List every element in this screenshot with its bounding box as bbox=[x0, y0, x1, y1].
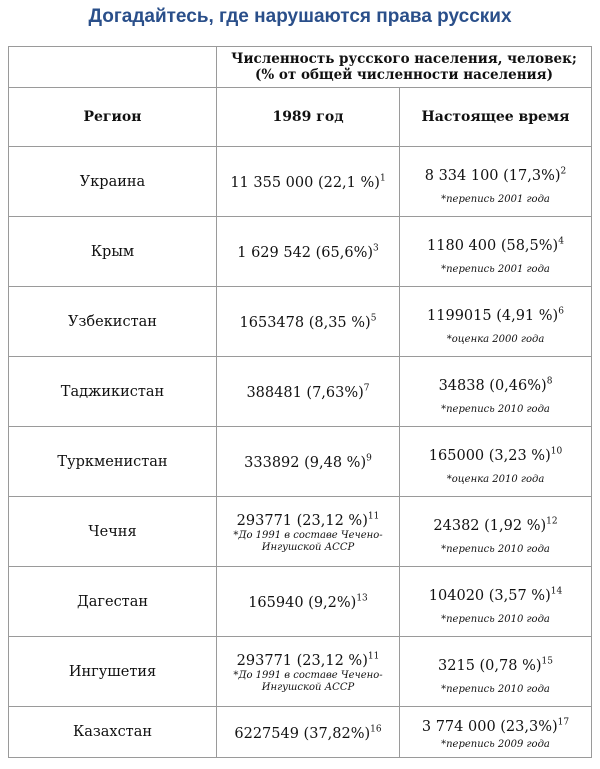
source-note: *перепись 2010 года bbox=[441, 543, 550, 555]
value-1989: 388481 (7,63%) bbox=[246, 385, 364, 401]
value-now-cell bbox=[400, 567, 592, 637]
table-row bbox=[9, 707, 592, 758]
footnote-ref: 15 bbox=[541, 656, 553, 667]
footnote-ref: 9 bbox=[366, 453, 372, 464]
value-1989: 1 629 542 (65,6%) bbox=[237, 245, 374, 261]
table-row bbox=[9, 637, 592, 707]
footnote-ref: 7 bbox=[363, 383, 370, 394]
footnote-ref: 11 bbox=[367, 511, 380, 522]
value-1989-cell bbox=[217, 567, 400, 637]
history-note-line1: *До 1991 в составе Чечено- bbox=[233, 670, 383, 681]
value-now-cell bbox=[400, 147, 592, 217]
value-1989: 333892 (9,48 %) bbox=[244, 455, 367, 471]
source-note: *перепись 2010 года bbox=[441, 683, 550, 695]
source-note: *оценка 2000 года bbox=[446, 333, 545, 345]
value-1989: 293771 (23,12 %) bbox=[236, 653, 368, 669]
column-header-region: Регион bbox=[9, 88, 217, 147]
value-now-cell bbox=[400, 497, 592, 567]
value-1989: 6227549 (37,82%) bbox=[234, 725, 371, 742]
region-cell: Ингушетия bbox=[9, 637, 217, 707]
value-1989-cell bbox=[217, 147, 400, 217]
value-1989: 1653478 (8,35 %) bbox=[239, 315, 371, 331]
footnote-ref: 2 bbox=[560, 166, 567, 177]
footnote-ref: 4 bbox=[558, 236, 564, 247]
value-1989: 11 355 000 (22,1 %) bbox=[230, 175, 380, 191]
value-1989-cell bbox=[217, 497, 400, 567]
table-row bbox=[9, 567, 592, 637]
value-1989-cell bbox=[217, 637, 400, 707]
value-now: 34838 (0,46%) bbox=[438, 377, 547, 394]
column-header-1989: 1989 год bbox=[217, 88, 400, 147]
footnote-ref: 5 bbox=[370, 313, 377, 324]
footnote-ref: 10 bbox=[550, 446, 563, 457]
value-now: 3215 (0,78 %) bbox=[438, 657, 542, 674]
value-now-cell bbox=[400, 637, 592, 707]
table-row bbox=[9, 147, 592, 217]
region-cell: Таджикистан bbox=[9, 357, 217, 427]
value-now-cell bbox=[400, 707, 592, 758]
value-1989-cell bbox=[217, 217, 400, 287]
value-now: 1180 400 (58,5%) bbox=[427, 237, 559, 254]
table-row bbox=[9, 357, 592, 427]
footnote-ref: 13 bbox=[356, 593, 368, 604]
history-note-line2: Ингушской АССР bbox=[261, 682, 355, 693]
footnote-ref: 11 bbox=[367, 651, 380, 662]
region-cell: Казахстан bbox=[9, 707, 217, 758]
footnote-ref: 12 bbox=[546, 516, 558, 527]
footnote-ref: 1 bbox=[379, 173, 386, 184]
footnote-ref: 3 bbox=[373, 243, 379, 254]
source-note: *перепись 2001 года bbox=[441, 263, 550, 275]
source-note: *перепись 2010 года bbox=[441, 403, 550, 415]
table-row bbox=[9, 427, 592, 497]
column-header-now: Настоящее время bbox=[400, 88, 592, 147]
footnote-ref: 16 bbox=[370, 724, 382, 735]
table-row bbox=[9, 217, 592, 287]
value-1989-cell bbox=[217, 287, 400, 357]
value-now: 24382 (1,92 %) bbox=[433, 517, 547, 534]
history-note-line2: Ингушской АССР bbox=[261, 542, 355, 553]
value-now-cell bbox=[400, 427, 592, 497]
value-now-cell bbox=[400, 217, 592, 287]
table-row bbox=[9, 287, 592, 357]
footnote-ref: 17 bbox=[557, 717, 570, 728]
header-empty-cell bbox=[9, 47, 217, 88]
page-title: Догадайтесь, где нарушаются права русских bbox=[88, 6, 512, 27]
history-note-line1: *До 1991 в составе Чечено- bbox=[233, 530, 383, 541]
footnote-ref: 6 bbox=[558, 306, 564, 317]
value-now: 3 774 000 (23,3%) bbox=[421, 719, 558, 735]
value-1989-cell bbox=[217, 707, 400, 758]
source-note: *оценка 2010 года bbox=[446, 473, 545, 485]
value-now: 8 334 100 (17,3%) bbox=[424, 167, 561, 184]
group-header-row bbox=[9, 47, 592, 88]
column-header-row bbox=[9, 88, 592, 147]
group-header-line2: (% от общей численности населения) bbox=[255, 67, 553, 83]
group-header bbox=[217, 47, 592, 88]
value-1989: 165940 (9,2%) bbox=[248, 595, 357, 611]
region-cell: Чечня bbox=[9, 497, 217, 567]
source-note: *перепись 2010 года bbox=[441, 613, 550, 625]
value-now-cell bbox=[400, 287, 592, 357]
table-row bbox=[9, 497, 592, 567]
population-table bbox=[8, 46, 592, 758]
source-note: *перепись 2001 года bbox=[441, 193, 550, 205]
value-now: 104020 (3,57 %) bbox=[428, 587, 551, 604]
region-cell: Украина bbox=[9, 147, 217, 217]
footnote-ref: 8 bbox=[546, 376, 553, 387]
value-now: 1199015 (4,91 %) bbox=[427, 307, 559, 324]
region-cell: Узбекистан bbox=[9, 287, 217, 357]
value-1989-cell bbox=[217, 427, 400, 497]
source-note: *перепись 2009 года bbox=[441, 739, 550, 750]
group-header-line1: Численность русского населения, человек; bbox=[231, 51, 577, 67]
footnote-ref: 14 bbox=[550, 586, 563, 597]
value-now-cell bbox=[400, 357, 592, 427]
value-1989: 293771 (23,12 %) bbox=[236, 513, 368, 529]
region-cell: Дагестан bbox=[9, 567, 217, 637]
region-cell: Туркменистан bbox=[9, 427, 217, 497]
region-cell: Крым bbox=[9, 217, 217, 287]
value-now: 165000 (3,23 %) bbox=[428, 447, 551, 464]
value-1989-cell bbox=[217, 357, 400, 427]
